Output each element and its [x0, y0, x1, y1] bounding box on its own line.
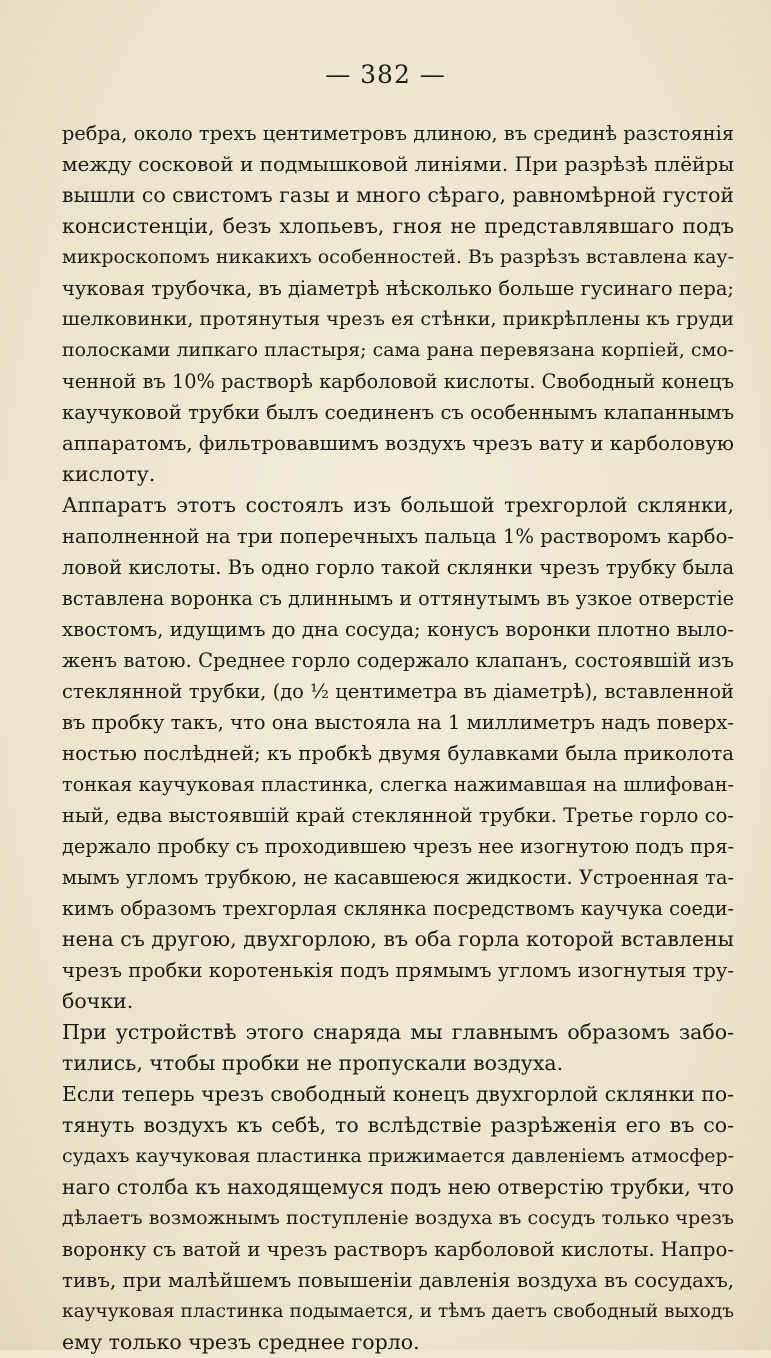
text-line: тонкая каучуковая пластинка, слегка нажимавшая на шлифован-: [62, 773, 734, 796]
text-line: хвостомъ, идущимъ до дна сосуда; конусъ воронки плотно выло-: [62, 618, 734, 641]
text-line: нена съ другою, двухгорлою, въ оба горла которой вставлены: [62, 927, 734, 951]
text-line: тились, чтобы пробки не пропускали воздуха.: [62, 1051, 564, 1075]
text-line: кислоту.: [62, 462, 156, 486]
text-line: мымъ угломъ трубкою, не касавшеюся жидкости. Устроенная та-: [62, 866, 734, 889]
text-line: кимъ образомъ трехгорлая склянка посредствомъ каучука соеди-: [62, 897, 734, 920]
text-line: стеклянной трубки, (до ½ центиметра въ діаметрѣ), вставленной: [62, 680, 734, 703]
text-line: консистенціи, безъ хлопьевъ, гноя не представлявшаго подъ: [62, 214, 734, 238]
text-line: ловой кислоты. Въ одно горло такой склянки чрезъ трубку была: [62, 556, 734, 579]
text-line: ребра, около трехъ центиметровъ длиною, въ срединѣ разстоянія: [62, 122, 734, 145]
text-line: ный, едва выстоявшій край стеклянной трубки. Третье горло со-: [62, 804, 734, 827]
text-line: судахъ каучуковая пластинка прижимается давленіемъ атмосфер-: [62, 1145, 734, 1167]
text-line: вставлена воронка съ длиннымъ и оттянутымъ въ узкое отверстіе: [62, 587, 734, 610]
body-text: [62, 118, 734, 1358]
text-line: въ пробку такъ, что она выстояла на 1 миллиметръ надъ поверх-: [62, 711, 734, 734]
text-line: дѣлаетъ возможнымъ поступленіе воздуха въ сосудъ только чрезъ: [62, 1207, 734, 1229]
text-line: женъ ватою. Среднее горло содержало клапанъ, состоявшій изъ: [62, 649, 734, 672]
text-line: ему только чрезъ среднее горло.: [62, 1330, 420, 1354]
text-line: каучуковой трубки былъ соединенъ съ особеннымъ клапаннымъ: [62, 401, 735, 424]
text-line: Аппаратъ этотъ состоялъ изъ большой трехгорлой склянки,: [62, 493, 734, 517]
text-line: тянуть воздухъ къ себѣ, то вслѣдствіе разрѣженія его въ со-: [62, 1113, 734, 1137]
text-line: ностью послѣдней; къ пробкѣ двумя булавками была приколота: [62, 742, 734, 765]
text-line: наполненной на три поперечныхъ пальца 1% растворомъ карбо-: [62, 525, 734, 548]
text-line: вышли со свистомъ газы и много сѣраго, равномѣрной густой: [62, 183, 734, 207]
text-line: между сосковой и подмышковой линіями. При разрѣзѣ плёйры: [62, 152, 734, 176]
page-number: — 382 —: [325, 60, 446, 89]
text-line: держало пробку съ проходившею чрезъ нее изогнутою подъ пря-: [62, 835, 735, 858]
text-line: чуковая трубочка, въ діаметрѣ нѣсколько больше гусинаго пера;: [62, 277, 734, 300]
text-line: каучуковая пластинка подымается, и тѣмъ даетъ свободный выходъ: [62, 1301, 734, 1322]
text-line: наго столба къ находящемуся подъ нею отверстію трубки, что: [62, 1175, 734, 1199]
text-line: полосками липкаго пластыря; сама рана перевязана корпіей, смо-: [62, 339, 734, 361]
text-line: микроскопомъ никакихъ особенностей. Въ разрѣзъ вставлена кау-: [62, 246, 734, 268]
text-line: аппаратомъ, фильтровавшимъ воздухъ чрезъ вату и карболовую: [62, 432, 734, 455]
text-line: Если теперь чрезъ свободный конецъ двухгорлой склянки по-: [62, 1082, 734, 1106]
text-line: При устройствѣ этого снаряда мы главнымъ образомъ забо-: [62, 1020, 734, 1044]
text-line: ченной въ 10% растворѣ карболовой кислоты. Свободный конецъ: [62, 370, 734, 393]
text-line: шелковинки, протянутыя чрезъ ея стѣнки, прикрѣплены къ груди: [62, 308, 735, 330]
text-line: тивъ, при малѣйшемъ повышеніи давленія воздуха въ сосудахъ,: [62, 1269, 734, 1292]
text-line: воронку съ ватой и чрезъ растворъ карболовой кислоты. Напро-: [62, 1238, 734, 1261]
text-line: чрезъ пробки коротенькія подъ прямымъ угломъ изогнутыя тру-: [62, 959, 734, 982]
text-line: бочки.: [62, 989, 134, 1013]
